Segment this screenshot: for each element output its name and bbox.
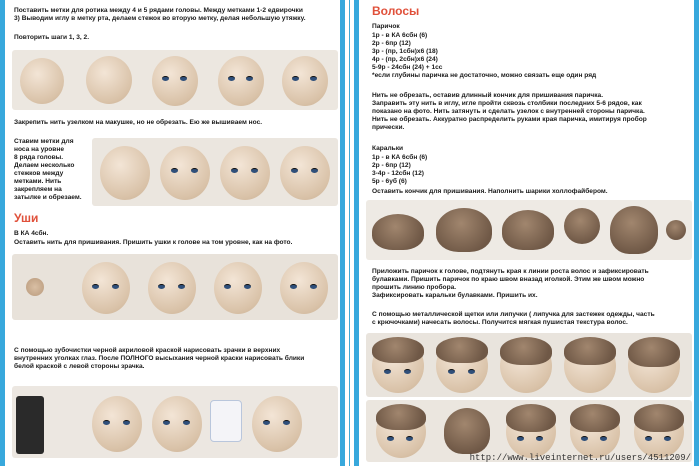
doll-head-photo <box>20 58 64 104</box>
doll-head-photo <box>160 146 210 200</box>
nose-text-5: стежков между <box>14 170 64 177</box>
doll-head-photo <box>280 262 328 314</box>
doll-head-photo <box>372 339 424 393</box>
doll-head-photo <box>148 262 196 314</box>
bun-photo <box>666 220 686 240</box>
watermark-url: http://www.liveinternet.ru/users/4511209/ <box>469 453 691 463</box>
doll-head-photo <box>218 56 264 106</box>
attach-text: Приложить паричок к голове, подтянуть края к линии роста волос и зафиксировать <box>372 268 649 275</box>
wig-photo <box>502 210 554 250</box>
right-page <box>352 0 699 466</box>
right-page-border <box>694 0 699 466</box>
nose-text-1: Ставим метки для <box>14 138 74 145</box>
bun-row: 3-4р - 12сбн (12) <box>372 170 424 177</box>
wig-photo <box>372 214 424 250</box>
ears-text-2: Оставить нить для пришивания. Пришить ушки к голове на том уровне, как на фото. <box>14 239 293 246</box>
wig-finish-text: Заправить эту нить в иглу, игле пройти сквозь столбики последних 5-6 рядов, как <box>372 100 642 107</box>
doll-head-photo <box>214 262 262 314</box>
doll-head-photo <box>628 339 680 393</box>
wig-finish-text: показано на фото. Нить затянуть и сделать узелок с внутренней стороны паричка. <box>372 108 645 115</box>
wig-photo <box>436 208 492 252</box>
bun-row: 2р - 6пр (12) <box>372 162 411 169</box>
attach-text: прошить линию пробора. <box>372 284 457 291</box>
nose-text-8: затылке и обрезаем. <box>14 194 82 201</box>
wig-row: 3р - (пр, 1сбн)х6 (18) <box>372 48 438 55</box>
paint-tube-photo <box>16 396 44 454</box>
doll-head-photo <box>252 396 302 452</box>
wig-row: 5-9р - 24сбн (24) + 1сс <box>372 64 443 71</box>
doll-head-photo <box>152 56 198 106</box>
doll-head-photo <box>280 146 330 200</box>
doll-head-photo <box>282 56 328 106</box>
knot-text: Закрепить нить узелком на макушке, но не обрезать. Ею же вышиваем нос. <box>14 119 263 126</box>
bun-row: 5р - 6уб (6) <box>372 178 407 185</box>
mouth-photo-strip <box>12 50 338 110</box>
doll-head-photo <box>506 406 556 458</box>
right-page-border <box>354 0 359 466</box>
doll-head-photo <box>570 406 620 458</box>
paint-text-3: белой краской с левой стороны зрачка. <box>14 363 145 370</box>
repeat-steps-text: Повторить шаги 1, 3, 2. <box>14 34 90 41</box>
paint-text-2: внутренних уголках глаз. После ПОЛНОГО высыхания черной краски нарисовать блики <box>14 355 305 362</box>
nose-text-4: Делаем несколько <box>14 162 75 169</box>
nose-text-3: 8 ряда головы. <box>14 154 64 161</box>
left-page-border <box>0 0 5 466</box>
bun-row: 1р - в КА 6сбн (6) <box>372 154 428 161</box>
doll-head-photo <box>86 56 132 104</box>
wig-row: 2р - 6пр (12) <box>372 40 411 47</box>
bun-photo <box>564 208 600 244</box>
wig-photo <box>444 408 490 454</box>
paint-jar-photo <box>210 400 242 442</box>
attach-text: Зафиксировать каральки булавками. Пришить их. <box>372 292 538 299</box>
wig-row: *если глубины паричка не достаточно, можно связать еще один ряд <box>372 72 597 79</box>
nose-photo-strip <box>92 138 338 206</box>
wig-finish-text: Нить не обрезать. Аккуратно распределить руками края паричка, имитируя пробор <box>372 116 647 123</box>
ears-text-1: В КА 4сбн. <box>14 230 49 237</box>
ears-photo-strip <box>12 254 338 320</box>
brush-text: с крючочками) начесать волосы. Получится мягкая пушистая текстура волос. <box>372 319 628 326</box>
wig-finish-text: Нить не обрезать, оставив длинный кончик для пришивания паричка. <box>372 92 604 99</box>
paint-photo-strip <box>12 386 338 458</box>
doll-head-photo <box>376 406 426 458</box>
doll-head-photo <box>564 339 616 393</box>
bun-finish-text: Оставить кончик для пришивания. Наполнить шарики холлофайбером. <box>372 188 608 195</box>
doll-head-photo <box>100 146 150 200</box>
wig-title: Паричок <box>372 23 400 30</box>
doll-head-photo <box>500 339 552 393</box>
doll-head-photo <box>92 396 142 452</box>
wig-finish-text: прически. <box>372 124 405 131</box>
bun-title: Каральки <box>372 145 404 152</box>
ears-heading: Уши <box>14 211 39 225</box>
mouth-instruction-2: 3) Выводим иглу в метку рта, делаем стежок во вторую метку, делая небольшую утяжку. <box>14 15 306 22</box>
nose-text-7: закрепляем на <box>14 186 62 193</box>
left-page-border <box>340 0 345 466</box>
wig-photo <box>610 206 658 254</box>
wig-photo-strip <box>366 200 692 260</box>
attach-text: булавками. Пришить паричок по краю швом вназад иголкой. Этим же швом можно <box>372 276 645 283</box>
attach-photo-strip <box>366 333 692 397</box>
nose-text-2: носа на уровне <box>14 146 64 153</box>
ear-piece-photo <box>26 278 44 296</box>
doll-head-photo <box>82 262 130 314</box>
wig-row: 1р - в КА 6сбн (6) <box>372 32 428 39</box>
brush-text: С помощью металлической щетки или липучки ( липучка для застежек одежды, часть <box>372 311 655 318</box>
nose-text-6: метками. Нить <box>14 178 62 185</box>
doll-head-photo <box>436 339 488 393</box>
hair-heading: Волосы <box>372 4 420 18</box>
doll-head-photo <box>152 396 202 452</box>
wig-row: 4р - (пр, 2сбн)х6 (24) <box>372 56 438 63</box>
paint-text-1: С помощью зубочистки черной акриловой краской нарисовать зрачки в верхних <box>14 347 281 354</box>
doll-head-photo <box>220 146 270 200</box>
doll-head-photo <box>634 406 684 458</box>
mouth-instruction-1: Поставить метки для ротика между 4 и 5 рядами головы. Между метками 1-2 едвирочки <box>14 7 303 14</box>
